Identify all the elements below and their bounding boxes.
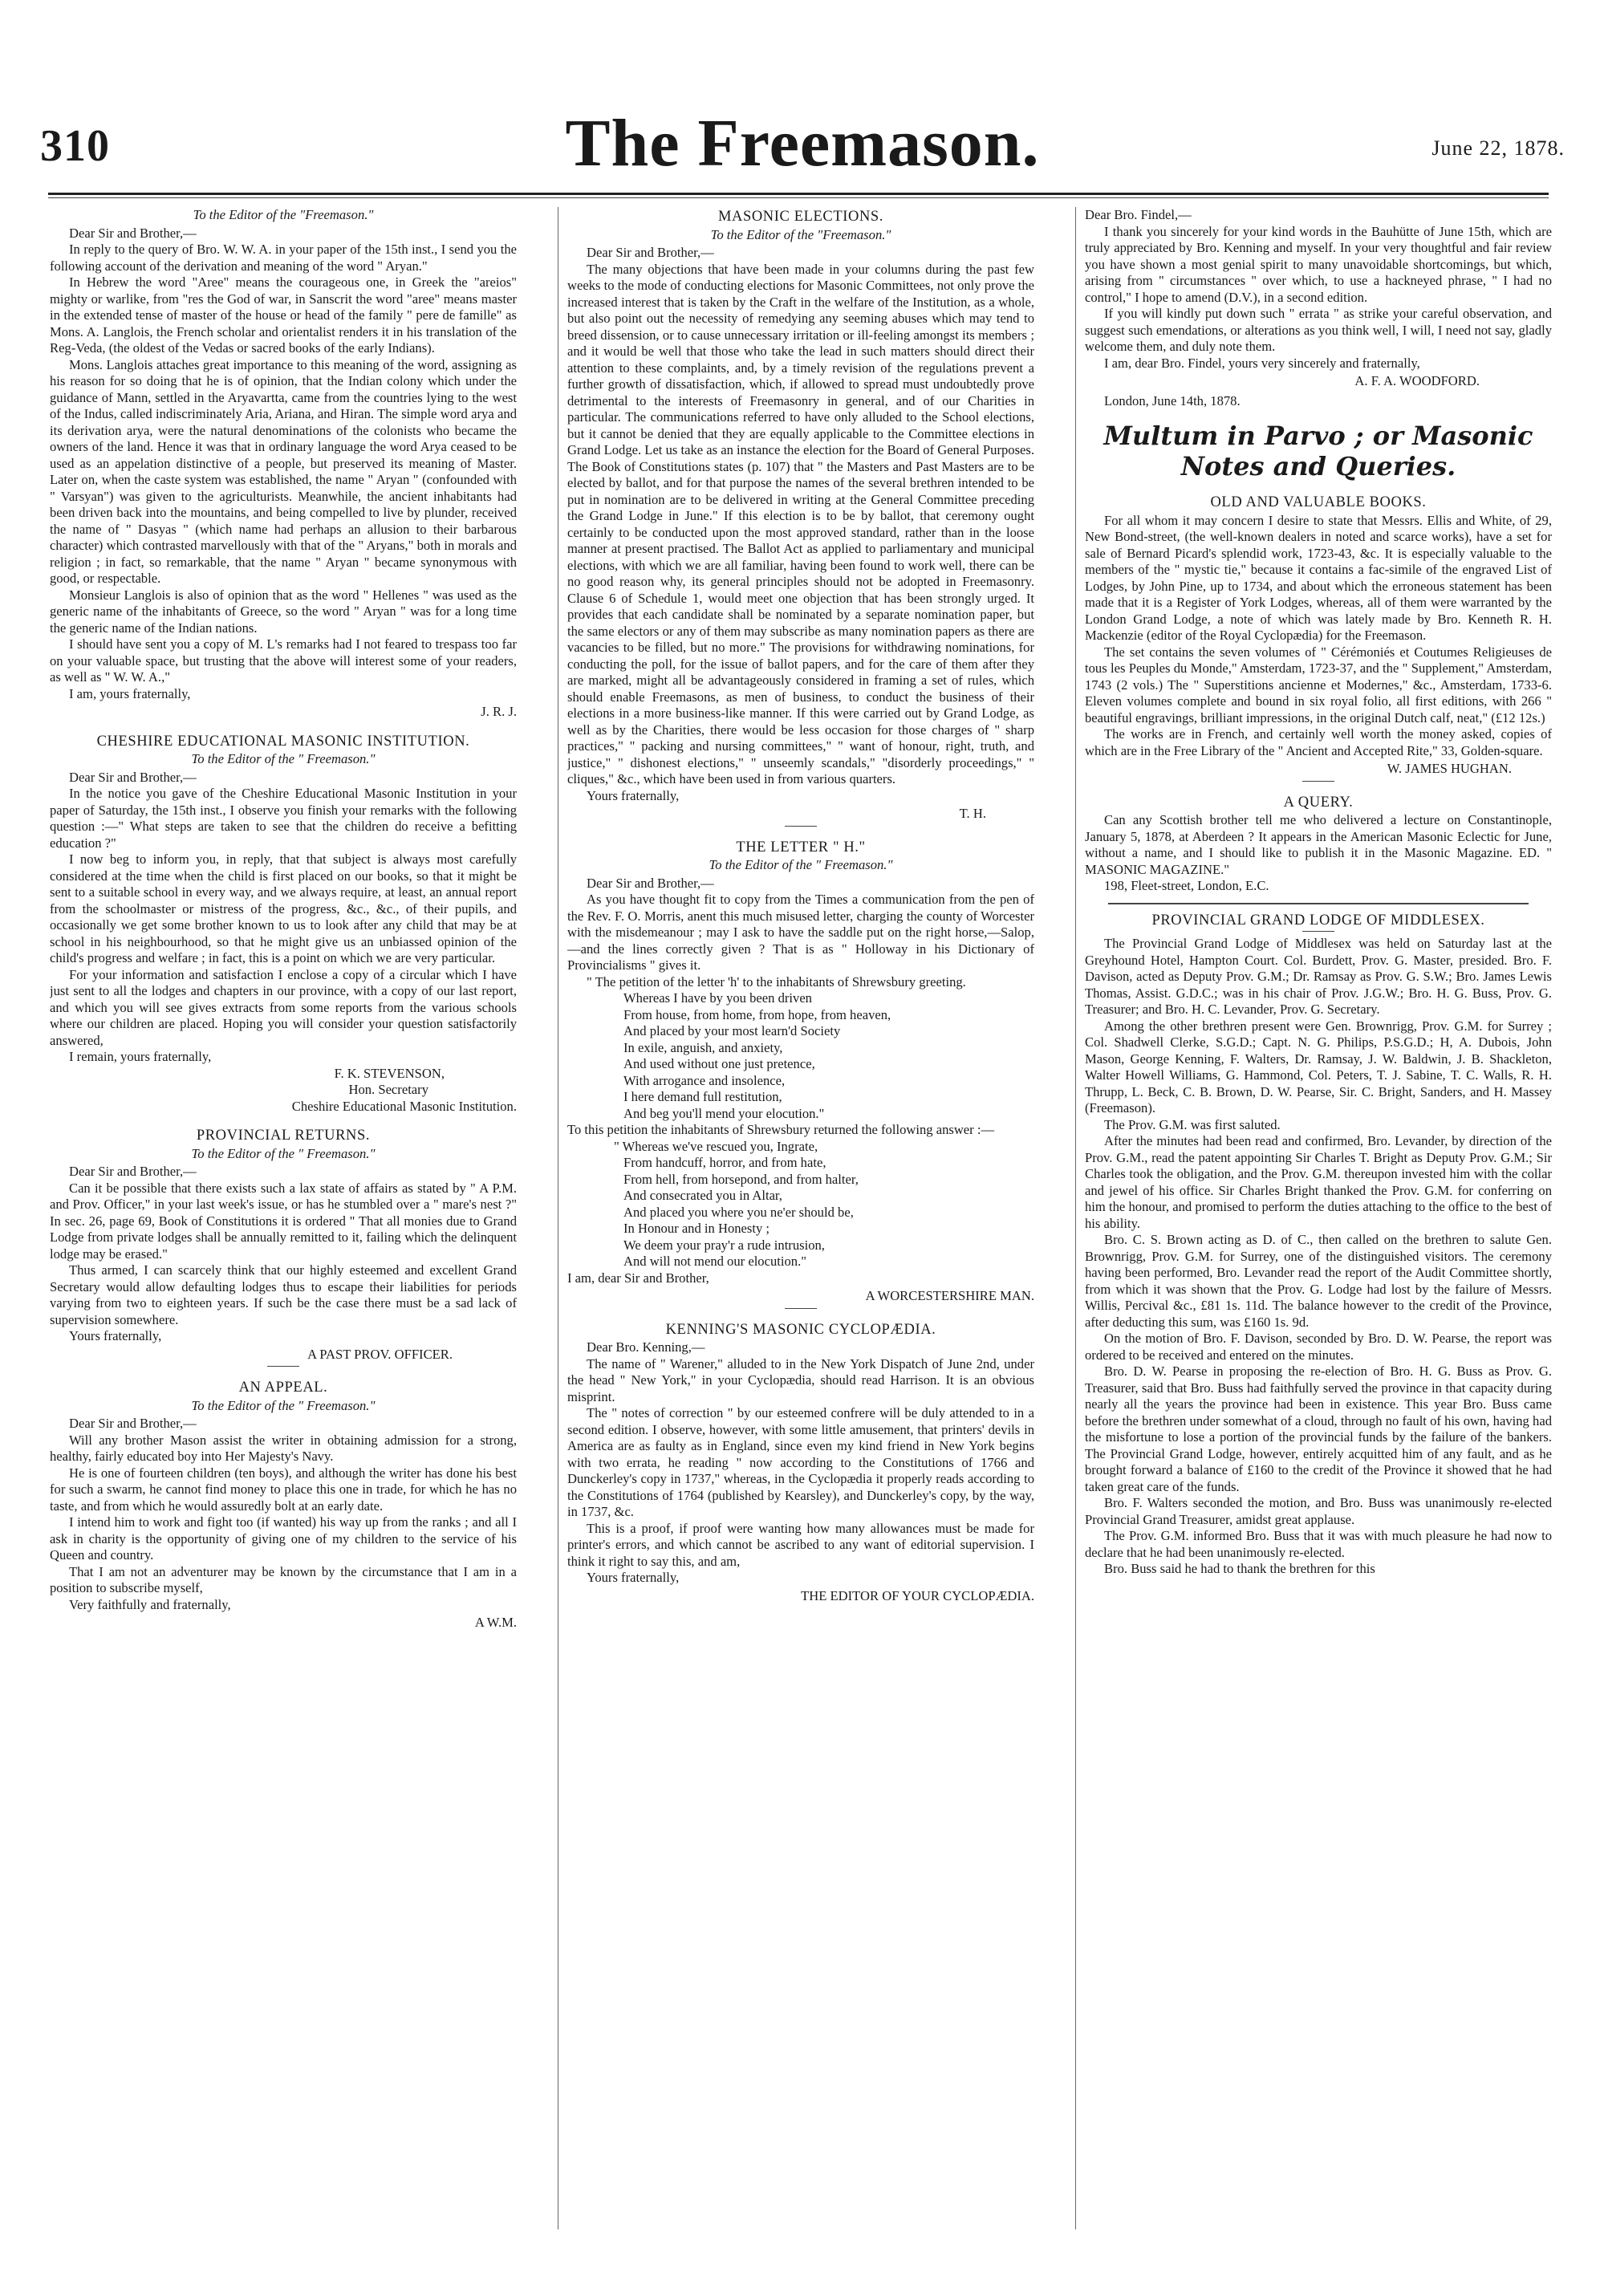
signature: THE EDITOR OF YOUR CYCLOPÆDIA.	[801, 1587, 1034, 1603]
closing: Yours fraternally,	[587, 787, 680, 803]
column-2	[567, 207, 1034, 2233]
paragraph: This is a proof, if proof were wanting how many allowances must be made for printer's errors, and which cannot be ascribed to any want of editorial supervision. I think it right to say this, and am,	[567, 1520, 1034, 1569]
signature-org: Cheshire Educational Masonic Institution.	[291, 1098, 517, 1114]
verse-line: With arrogance and insolence,	[623, 1072, 786, 1088]
page-number: 310	[40, 121, 110, 171]
paragraph: The many objections that have been made in your columns during the past few weeks to the mode of conducting elections for Masonic Committees, not only prove the increased interest that is taken by the Craft in the welfare of the Institution, as a whole, but also point out the necessity of remedying any seeming abuses which may tend to breed dissension, or to cause unnecessary irritation or ill-feeling amongst its members ; and it would be well that those who take the lead in such matters should direct their attention to these complaints, and, by a timely revision of the regulations prevent a further growth of dissatisfaction, which, if allowed to spread must undoubtedly prove detrimental to the interests of Freemasonry in general, and of our Charities in particular. The communications referred to have only alluded to the School elections, but it cannot be denied that they are equally applicable to the Committee elections in Grand Lodge. Let us take as an instance the election for the Board of General Purposes. The Book of Constitutions states (p. 107) that " the Masters and Past Masters are to be elected by ballot, and for that purpose the names of the several brethren intended to be put in nomination are to be delivered in writing at the General Committee preceding the Grand Lodge in June." If this election is to be by ballot, that ceremony ought certainly to be conducted upon the most approved standard, rather than in the loose manner at present practised. The Ballot Act as applied to parliamentary and municipal elections, with which we are all familiar, having been found to work well, there can be no good reason why, its general principles should not be adopted in Freemasonry. Clause 6 of Schedule 1, would meet one objection that has been strongly urged. It provides that each candidate shall be nominated by a separate nomination paper, but the same electors or any of them may subscribe as many nomination papers as there are vacancies to be filled, but no more." The provisions for withdrawing nominations, for conducting the poll, for the issue of ballot papers, and for the care of them after they are marked, might all be advantageously considered in framing a set of rules, which should enable Freemasons, as men of business, to conduct the business of their elections in a more business-like manner. If this were carried out by Grand Lodge, as well as by the Charities, there would be less occasion for those charges of " sharp practices," " packing and nursing committees," " want of honour, right, truth, and justice," " dishonest elections," " unseemly scandals," "disorderly proceedings," " cliques," &c., which have been used in from various quarters.	[567, 261, 1034, 786]
paragraph: On the motion of Bro. F. Davison, seconded by Bro. D. W. Pearse, the report was ordered to be received and entered on the minutes.	[1085, 1331, 1552, 1363]
salutation: Dear Sir and Brother,—	[69, 769, 197, 785]
paragraph: For all whom it may concern I desire to state that Messrs. Ellis and White, of 29, New Bond-street, (the well-known dealers in noted and scarce works), have a set for sale of Bernard Picard's splendid work, 1723-43, &c. It is especially valuable to the members of the " mystic tie," because it contains a fac-simile of the engraved List of Lodges, by John Pine, up to 1734, and about which the erroneous statement has been made that it is a Register of York Lodges, whereas, all of them were warranted by the London Grand Lodge, a note of which was lately made by Bro. Kenneth R. H. Mackenzie (editor of the Royal Cyclopædia) for the Freemason.	[1085, 512, 1552, 643]
verse-line: Whereas I have by you been driven	[623, 990, 812, 1006]
article-title: AN APPEAL.	[238, 1380, 328, 1396]
issue-date: June 22, 1878.	[1431, 136, 1565, 160]
paragraph: The works are in French, and certainly well worth the money asked, copies of which are in the Free Library of the " Ancient and Accepted Rite," 33, Golden-square.	[1085, 726, 1552, 758]
editor-line: To the Editor of the "Freemason."	[710, 226, 891, 242]
signature: J. R. J.	[481, 704, 517, 719]
paragraph: I should have sent you a copy of M. L's remarks had I not feared to trespass too far on your valuable space, but trusting that the above will interest some of your readers, as well as " W. W. A.,"	[50, 636, 517, 685]
paragraph: I am, dear Bro. Findel, yours very sincerely and fraternally,	[1104, 355, 1420, 371]
paragraph: Monsieur Langlois is also of opinion that as the word " Hellenes " was used as the generic name of the inhabitants of Greece, so the word " Aryan " was for a long time the generic name of the Indian nations.	[50, 587, 517, 636]
divider	[267, 1366, 299, 1367]
letter-masonic-elections	[567, 209, 1034, 823]
salutation: Dear Sir and Brother,—	[69, 1164, 197, 1179]
verse-line: And consecrated you in Altar,	[623, 1188, 782, 1203]
editor-line: To the Editor of the " Freemason."	[191, 751, 376, 766]
closing: Yours fraternally,	[587, 1570, 680, 1585]
letter-aryan	[50, 207, 517, 721]
editor-line: To the Editor of the " Freemason."	[191, 1145, 376, 1161]
paragraph: Bro. D. W. Pearse in proposing the re-election of Bro. H. G. Buss as Prov. G. Treasurer, said that Bro. Buss had faithfully served the province in that capacity during nearly all the years the province had been in existence. This year Bro. Buss came before the brethren under somewhat of a cloud, through no fault of his own, having had the misfortune to lose a portion of the provincial funds by the failure of the bankers. The Provincial Grand Lodge, however, entirely acquitted him of any fault, and as he brought forward a balance of £160 to the credit of the Province it showed that he had taken great care of the funds.	[1085, 1363, 1552, 1494]
paragraph: The Provincial Grand Lodge of Middlesex was held on Saturday last at the Greyhound Hotel, Hampton Court. Col. Burdett, Prov. G. Master, presided. Bro. F. Davison, acted as Deputy Prov. G.M.; Dr. Ramsay as Prov. G. S.W.; Bro. James Lewis Thomas, Assist. G.D.C.; was in his chair of Prov. J.G.W.; Bro. H. G. Buss, Prov. G. Treasurer; and Bro. H. C. Levander, Prov. G. Secretary.	[1085, 936, 1552, 1017]
section-heading-blackletter: Multum in Parvo ; or Masonic Notes and Queries.	[1103, 421, 1533, 482]
paragraph: Will any brother Mason assist the writer in obtaining admission for a strong, healthy, fairly educated boy into Her Majesty's Navy.	[50, 1432, 517, 1464]
verse-line: From handcuff, horror, and from hate,	[623, 1155, 826, 1170]
verse-line: From house, from home, from hope, from heaven,	[623, 1006, 891, 1022]
editor-line: To the Editor of the " Freemason."	[709, 857, 893, 872]
masthead-rule	[48, 193, 1549, 195]
note-old-valuable-books	[1085, 494, 1552, 778]
masthead	[40, 104, 1565, 193]
signature: A WORCESTERSHIRE MAN.	[865, 1288, 1034, 1303]
paragraph: He is one of fourteen children (ten boys), and although the writer has done his best for such a swarm, he cannot find money to place this one in trade, for which he has no taste, and from which he would assuredly bolt at an early date.	[50, 1465, 517, 1514]
salutation: Dear Sir and Brother,—	[587, 245, 714, 260]
column-3	[1085, 207, 1552, 2233]
verse-line: We deem your pray'r a rude intrusion,	[623, 1237, 825, 1253]
salutation: Dear Bro. Kenning,—	[587, 1339, 705, 1355]
divider	[1302, 931, 1334, 932]
paragraph: I thank you sincerely for your kind words in the Bauhütte of June 15th, which are truly appreciated by Bro. Kenning and myself. In your very thoughtful and fair review you have shown a most genial spirit to many unavoidable shortcomings, but which, arising from " circumstances " over which, to use a hackneyed phrase, " I had no control," I hope to amend (D.V.), in a second edition.	[1085, 223, 1552, 305]
dateline: London, June 14th, 1878.	[1104, 392, 1241, 408]
salutation: Dear Sir and Brother,—	[587, 875, 714, 891]
verse-line: And placed by your most learn'd Society	[623, 1023, 841, 1038]
paragraph: The Prov. G.M. was first saluted.	[1104, 1116, 1281, 1132]
paragraph: Thus armed, I can scarcely think that our highly esteemed and excellent Grand Secretary would allow defaulting lodges thus to escape their liabilities for periods varying from two to eighteen years. If such be the case there must be a sad lack of supervision somewhere.	[50, 1262, 517, 1327]
report-provincial-grand-lodge-middlesex	[1085, 912, 1552, 1578]
article-title: THE LETTER " H."	[736, 839, 866, 855]
verse-line: And will not mend our elocution."	[623, 1254, 806, 1269]
signature: A W.M.	[474, 1615, 517, 1630]
column-separator	[1075, 207, 1076, 2229]
column-1	[50, 207, 517, 2233]
editor-line: To the Editor of the "Freemason."	[193, 207, 374, 222]
divider	[1302, 781, 1334, 782]
paragraph: After the minutes had been read and confirmed, Bro. Levander, by direction of the Prov. G.M., read the patent appointing Sir Charles T. Bright as Deputy Prov. G.M.; Sir Charles took the obligation, and the Prov. G.M. thereupon invested him with the collar and jewel of his office. Sir Charles Bright thanked the Prov. G.M. for conferring on him the honour, and promised to perform the duties attaching to the office to the best of his ability.	[1085, 1133, 1552, 1231]
paragraph: Mons. Langlois attaches great importance to this meaning of the word, assigning as his reason for so doing that he is of opinion, that the Indian colony which under the guidance of Mann, settled in the Aryavartta, came from the countries lying to the west of the Indus, called indiscriminately Aria, Ariana, and Hiran. The simple word arya and its derivation arya, were the natural denominations of the colonists who became the owners of the land. Hence it was that in ordinary language the word Arya ceased to be used as an appelation distinctive of a people, but preserved its meaning of Master. Later on, when the caste system was established, the name " Aryan " (confounded with " Varsyan") was given to the agriculturists. Meanwhile, the ancient inhabitants had been driven back into the mountains, and being compelled to live by plunder, received the name of " Dasyas " (which name had perhaps an allusion to their barbarous character) which contrasted marvellously with that of the " Aryans," both in morals and religion ; in fact, so remarkable, that the name " Aryan " became synonymous with good, or respectable.	[50, 356, 517, 586]
note-a-query	[1085, 794, 1552, 895]
closing: Very faithfully and fraternally,	[69, 1596, 231, 1612]
signature: T. H.	[959, 806, 986, 821]
paragraph: Bro. F. Walters seconded the motion, and Bro. Buss was unanimously re-elected Provincial Grand Treasurer, amidst great applause.	[1085, 1495, 1552, 1527]
verse-line: From hell, from horsepond, and from halter,	[623, 1171, 859, 1187]
paragraph: The name of " Warener," alluded to in the New York Dispatch of June 2nd, under the head " New York," in your Cyclopædia, should read Harrison. It is an obvious misprint.	[567, 1355, 1034, 1404]
letter-cheshire-institution	[50, 734, 517, 1115]
paragraph: The " notes of correction " by our esteemed confrere will be duly attended to in a second edition. I observe, however, with some little amusement, that printers' devils in America are as faulty as in England, since even my kind friend in New York begins with two errata, he reading " now according to the Constitutions of 1766 and Dunckerley's copy in 1737," whereas, in the Cyclopædia it properly reads according to the Constitutions of 1764 (published by Kearsley), and Dunckerley's copy, by the way, in 1737, &c.	[567, 1405, 1034, 1519]
divider	[785, 1308, 817, 1309]
verse-line: And used without one just pretence,	[623, 1056, 815, 1071]
newspaper-title: The Freemason.	[565, 106, 1040, 181]
verse-petition	[567, 990, 1034, 1122]
closing: I remain, yours fraternally,	[69, 1049, 212, 1064]
paragraph: If you will kindly put down such " errata " as strike your careful observation, and suggest such emendations, or alterations as you think well, I will, I need not say, gladly welcome them, and duly note them.	[1085, 306, 1552, 354]
verse-line: In exile, anguish, and anxiety,	[623, 1039, 783, 1055]
letter-kennings-cyclopaedia	[567, 1322, 1034, 1605]
paragraph: To this petition the inhabitants of Shrewsbury returned the following answer :—	[567, 1122, 995, 1137]
signature: W. JAMES HUGHAN.	[1387, 761, 1512, 776]
verse-answer	[567, 1139, 1034, 1270]
verse-line: And placed you where you ne'er should be,	[623, 1204, 854, 1220]
paragraph: I intend him to work and fight too (if wanted) his way up from the ranks ; and all I ask in charity is the opportunity of giving one of my children to the service of his Queen and country.	[50, 1514, 517, 1562]
address: 198, Fleet-street, London, E.C.	[1104, 878, 1269, 893]
salutation: Dear Bro. Findel,—	[1085, 207, 1192, 222]
paragraph: The set contains the seven volumes of " Cérémoniés et Coutumes Religieuses de tous les Peuples du Monde," Amsterdam, 1723-37, and the " Supplement," Amsterdam, 1743 (2 vols.) The " Superstitions ancienne et Modernes," &c., Amsterdam, 1733-6. Eleven volumes complete and bound in six royal folio, all first editions, with 266 " beautiful engravings, brilliant impressions, in the original Dutch calf, neat," (£12 12s.)	[1085, 644, 1552, 725]
signature: F. K. STEVENSON,	[334, 1065, 445, 1081]
paragraph: In Hebrew the word "Aree" means the courageous one, in Greek the "areios" mighty or warlike, from "res the God of war, in Sanscrit the word "aree" means master in the extended tense of master of the house or head of the family " pere de famille" as Mons. A. Langlois, the French scholar and orientalist renders it in his translation of the Reg-Veda, (the oldest of the Vedas or sacred books of the early Indians).	[50, 274, 517, 356]
verse-line: In Honour and in Honesty ;	[623, 1221, 770, 1236]
verse-line: I here demand full restitution,	[623, 1089, 782, 1104]
article-title: CHESHIRE EDUCATIONAL MASONIC INSTITUTION.	[96, 733, 470, 750]
letter-provincial-returns	[50, 1128, 517, 1363]
letter-to-findel	[1085, 207, 1552, 409]
signature: A. F. A. WOODFORD.	[1354, 373, 1480, 388]
paragraph: That I am not an adventurer may be known by the circumstance that I am in a position to subscribe myself,	[50, 1563, 517, 1595]
article-title: PROVINCIAL GRAND LODGE OF MIDDLESEX.	[1151, 912, 1485, 929]
paragraph: Among the other brethren present were Gen. Brownrigg, Prov. G.M. for Surrey ; Col. Shadwell Clerke, S.G.D.; Capt. N. G. Philips, P.S.G.D.; H, A. Dubois, John Mason, George Kenning, F. Walters, Dr. Ramsay, J. W. Baldwin, J. B. Shackleton, Walter Howell Williams, G. Hammond, Col. Peters, T. J. Sabine, T. C. Walls, R. H. Thrupp, L. Beck, C. B. Brown, D. W. Pearse, Sir. C. Bright, Sanders, and H. Massey (Freemason).	[1085, 1018, 1552, 1115]
article-title: A QUERY.	[1283, 794, 1354, 811]
closing: Yours fraternally,	[69, 1328, 162, 1343]
paragraph: As you have thought fit to copy from the Times a communication from the pen of the Rev. F. O. Morris, anent this much misused letter, charging the county of Worcester with the misdemeanour ; may I ask to have the saddle put on the right horse,—Salop,—and the lines correctly given ? That is as " Holloway in his Dictionary of Provincialisms " gives it.	[567, 892, 1034, 973]
paragraph: The Prov. G.M. informed Bro. Buss that it was with much pleasure he had now to declare that he had been unanimously re-elected.	[1085, 1528, 1552, 1560]
verse-line: " Whereas we've rescued you, Ingrate,	[614, 1138, 818, 1154]
paragraph: " The petition of the letter 'h' to the inhabitants of Shrewsbury greeting.	[587, 973, 966, 990]
letter-the-letter-h	[567, 839, 1034, 1305]
paragraph: I now beg to inform you, in reply, that that subject is always most carefully considered at the time when the child is first placed on our books, so that it might be sent to a suitable school in every way, and we always require, at least, an annual report from the schoolmaster or mistress of the progress, &c., &c., of their pupils, and occasionally we get some brother known to us to look after any child that may be at school in his neighbourhood, so that he might give us an unbiassed opinion of the child's progress and welfare ; in fact, this is a point on which we are very particular.	[50, 851, 517, 965]
editor-line: To the Editor of the " Freemason."	[191, 1397, 376, 1413]
paragraph: In reply to the query of Bro. W. W. A. in your paper of the 15th inst., I send you the following account of the derivation and meaning of the word " Aryan."	[50, 242, 517, 274]
divider	[785, 826, 817, 827]
letter-an-appeal	[50, 1380, 517, 1632]
verse-line: And beg you'll mend your elocution."	[623, 1105, 825, 1121]
closing: I am, dear Sir and Brother,	[567, 1270, 709, 1286]
article-title: KENNING'S MASONIC CYCLOPÆDIA.	[665, 1321, 936, 1338]
article-title: MASONIC ELECTIONS.	[717, 209, 884, 225]
salutation: Dear Sir and Brother,—	[69, 1416, 197, 1431]
section-divider	[1108, 903, 1529, 904]
signature: A PAST PROV. OFFICER.	[307, 1346, 453, 1362]
masthead-rule-thin	[48, 197, 1549, 198]
paragraph: Can any Scottish brother tell me who delivered a lecture on Constantinople, January 5, 1878, at Aberdeen ? It appears in the American Masonic Eclectic for June, without a name, and I should like to publish it in the Masonic Magazine. ED. " MASONIC MAGAZINE."	[1085, 812, 1552, 877]
article-title: OLD AND VALUABLE BOOKS.	[1210, 494, 1427, 510]
signature-title: Hon. Secretary	[348, 1082, 428, 1097]
article-title: PROVINCIAL RETURNS.	[196, 1128, 371, 1144]
paragraph: Bro. Buss said he had to thank the brethren for this	[1104, 1561, 1375, 1576]
paragraph: Can it be possible that there exists such a lax state of affairs as stated by " A P.M. and Prov. Officer," in your last week's issue, or has he stumbled over a " mare's nest ?" In sec. 26, page 69, Book of Constitutions it is ordered " That all monies due to Grand Lodge from private lodges shall be annually remitted to it, failing which the delinquent lodge may be erased."	[50, 1180, 517, 1262]
paragraph: Bro. C. S. Brown acting as D. of C., then called on the brethren to salute Gen. Brownrigg, Prov. G.M. for Surrey, one of the distinguished visitors. The ceremony having been performed, Bro. Levander read the report of the Audit Committee shortly, from which it was shown that the Prov. G. Lodge had lost by the failure of Messrs. Willis, Percival &c., £81 1s. 11d. The balance however to the credit of the Province, after deducting this sum, was £160 1s. 9d.	[1085, 1232, 1552, 1330]
paragraph: In the notice you gave of the Cheshire Educational Masonic Institution in your paper of Saturday, the 15th inst., I observe you finish your remarks with the following question :—" What steps are taken to see that the children do receive a befitting education ?"	[50, 786, 517, 851]
paragraph: For your information and satisfaction I enclose a copy of a circular which I have just sent to all the lodges and chapters in our province, with a copy of our last report, and which you will see gives extracts from some reports from the various schools where our children are placed. Hoping you will consider your question satisfactorily answered,	[50, 966, 517, 1048]
salutation: Dear Sir and Brother,—	[69, 225, 197, 241]
closing: I am, yours fraternally,	[69, 685, 191, 701]
